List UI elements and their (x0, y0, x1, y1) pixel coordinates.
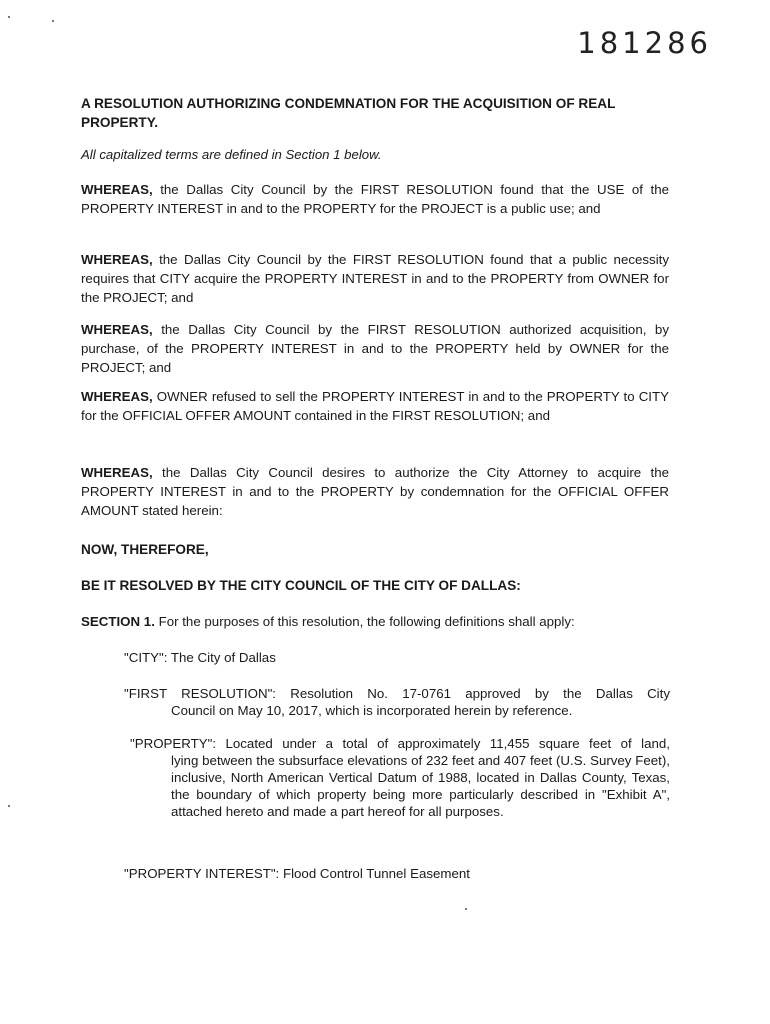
whereas-text: the Dallas City Council by the FIRST RESOLUTION found that the USE of the PROPERTY INTEREST in and to the PROPERTY for the PROJECT is a public use; and (81, 182, 669, 216)
whereas-lead: WHEREAS, (81, 322, 153, 337)
whereas-paragraph-2 (81, 250, 669, 307)
scan-speck (8, 805, 10, 807)
definition-text: The City of Dallas (170, 650, 276, 665)
definition-term: "CITY": (124, 650, 168, 665)
definition-first-resolution (124, 685, 670, 719)
whereas-text: OWNER refused to sell the PROPERTY INTEREST in and to the PROPERTY to CITY for the OFFICIAL OFFER AMOUNT contained in the FIRST RESOLUTION; and (81, 389, 669, 423)
definition-text-continued: lying between the subsurface elevations of 232 feet and 407 feet (U.S. Survey Feet), inclusive, North American Vertical Datum of 1988, located in Dallas County, Texas, the boundary of which property being more particularly described in "Exhibit A", attached hereto and made a part hereof for all purposes. (171, 753, 670, 819)
resolution-title: A RESOLUTION AUTHORIZING CONDEMNATION FOR THE ACQUISITION OF REAL PROPERTY. (81, 96, 616, 130)
whereas-lead: WHEREAS, (81, 182, 153, 197)
definition-term: "PROPERTY INTEREST": (124, 866, 280, 881)
section-label: SECTION 1. (81, 614, 155, 629)
definitions-note: All capitalized terms are defined in Section 1 below. (81, 147, 382, 162)
whereas-paragraph-1 (81, 180, 669, 218)
section-text: For the purposes of this resolution, the following definitions shall apply: (158, 614, 575, 629)
whereas-text: the Dallas City Council by the FIRST RESOLUTION authorized acquisition, by purchase, of the PROPERTY INTEREST in and to the PROPERTY held by OWNER for the PROJECT; and (81, 322, 669, 375)
section-1 (81, 614, 575, 629)
whereas-lead: WHEREAS, (81, 252, 153, 267)
definition-text: Flood Control Tunnel Easement (282, 866, 470, 881)
definition-property (130, 735, 670, 820)
resolved-heading: BE IT RESOLVED BY THE CITY COUNCIL OF THE CITY OF DALLAS: (81, 578, 521, 593)
definition-property-interest (124, 865, 670, 882)
definition-text-continued: Council on May 10, 2017, which is incorporated herein by reference. (171, 703, 573, 718)
whereas-lead: WHEREAS, (81, 389, 153, 404)
document-number: 181286 (577, 26, 712, 60)
whereas-text: the Dallas City Council by the FIRST RESOLUTION found that a public necessity requires that CITY acquire the PROPERTY INTEREST in and to the PROPERTY from OWNER for the PROJECT; and (81, 252, 669, 305)
whereas-paragraph-5 (81, 463, 669, 520)
whereas-lead: WHEREAS, (81, 465, 153, 480)
definition-term: "FIRST RESOLUTION": (124, 686, 276, 701)
whereas-text: the Dallas City Council desires to authorize the City Attorney to acquire the PROPERTY INTEREST in and to the PROPERTY by condemnation for the OFFICIAL OFFER AMOUNT stated herein: (81, 465, 669, 518)
whereas-paragraph-3 (81, 320, 669, 377)
scan-speck (8, 16, 10, 18)
scan-speck (52, 20, 54, 22)
definition-text: Located under a total of approximately 11,455 square feet of land, (225, 736, 670, 751)
whereas-paragraph-4 (81, 387, 669, 425)
now-therefore-heading: NOW, THEREFORE, (81, 542, 209, 557)
scan-speck (465, 908, 467, 910)
definition-text: Resolution No. 17-0761 approved by the Dallas City (290, 686, 670, 701)
definition-term: "PROPERTY": (130, 736, 217, 751)
definition-city (124, 649, 670, 666)
